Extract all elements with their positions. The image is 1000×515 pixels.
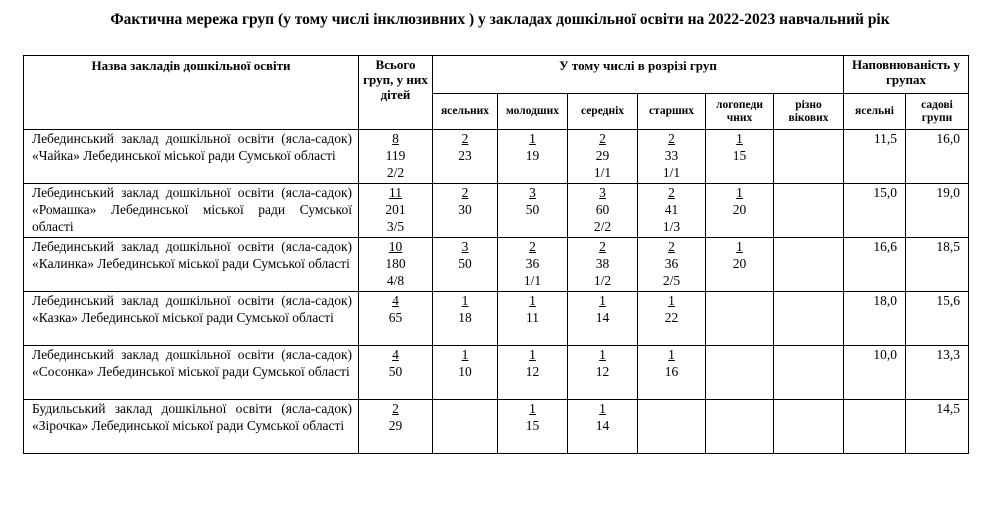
- header-nursery: ясельних: [433, 94, 498, 130]
- group-count: 2: [599, 239, 606, 254]
- cell-nursery: [433, 346, 498, 400]
- table-row: [24, 346, 969, 400]
- group-count: 2: [461, 131, 469, 146]
- cell-total: [359, 292, 433, 346]
- table-row: [24, 400, 969, 454]
- cell-total: [359, 400, 433, 454]
- group-count: 2: [668, 131, 675, 146]
- group-count: 1: [736, 239, 743, 254]
- children-count: 12: [595, 364, 610, 379]
- cell-occ-nursery: 18,0: [844, 292, 906, 346]
- cell-senior: [638, 400, 706, 454]
- header-occ-nursery: ясельні: [844, 94, 906, 130]
- children-count: 29: [388, 418, 403, 433]
- children-count: 33: [664, 148, 679, 163]
- institution-name: Лебединський заклад дошкільної освіти (ясла-садок) «Калинка» Лебединської міської ради Сумської області: [24, 238, 359, 292]
- inclusive-count: 2/2: [386, 165, 405, 180]
- children-count: 20: [732, 202, 747, 217]
- table-row: [24, 238, 969, 292]
- cell-speech: [706, 184, 774, 238]
- institution-name: Лебединський заклад дошкільної освіти (ясла-садок) «Чайка» Лебединської міської ради Сумської області: [24, 130, 359, 184]
- group-count: 1: [461, 293, 469, 308]
- cell-occ-garden: 18,5: [906, 238, 969, 292]
- group-count: 1: [461, 347, 469, 362]
- group-count: 2: [599, 131, 606, 146]
- cell-occ-nursery: 16,6: [844, 238, 906, 292]
- children-count: 29: [595, 148, 610, 163]
- cell-middle: [568, 400, 638, 454]
- children-count: 18: [458, 310, 472, 325]
- header-middle: середніх: [568, 94, 638, 130]
- children-count: 41: [664, 202, 679, 217]
- group-count: 1: [736, 185, 743, 200]
- children-count: 12: [525, 364, 540, 379]
- groups-table: [23, 55, 969, 454]
- children-count: 23: [458, 148, 472, 163]
- inclusive-count: 1/1: [523, 273, 542, 288]
- header-total: Всього груп, у них дітей: [359, 56, 433, 130]
- inclusive-count: 1/1: [662, 165, 681, 180]
- cell-nursery: [433, 292, 498, 346]
- cell-total: [359, 346, 433, 400]
- group-count: 1: [529, 131, 536, 146]
- cell-speech: [706, 346, 774, 400]
- children-count: 38: [595, 256, 610, 271]
- group-count: 1: [736, 131, 743, 146]
- group-count: 3: [599, 185, 606, 200]
- header-occ-garden: садові групи: [906, 94, 969, 130]
- header-occupancy: Наповнюваність у групах: [844, 56, 969, 94]
- cell-middle: [568, 184, 638, 238]
- cell-occ-garden: 13,3: [906, 346, 969, 400]
- group-count: 1: [599, 293, 606, 308]
- children-count: 65: [388, 310, 403, 325]
- group-count: 2: [668, 185, 675, 200]
- cell-junior: [498, 130, 568, 184]
- cell-middle: [568, 346, 638, 400]
- table-row: [24, 130, 969, 184]
- children-count: 10: [458, 364, 472, 379]
- cell-nursery: [433, 184, 498, 238]
- cell-occ-nursery: 11,5: [844, 130, 906, 184]
- header-name: Назва закладів дошкільної освіти: [24, 56, 359, 130]
- cell-junior: [498, 292, 568, 346]
- cell-junior: [498, 184, 568, 238]
- cell-occ-garden: 16,0: [906, 130, 969, 184]
- inclusive-count: 1/2: [593, 273, 612, 288]
- cell-nursery: [433, 130, 498, 184]
- header-senior: старших: [638, 94, 706, 130]
- group-count: 3: [529, 185, 536, 200]
- cell-junior: [498, 346, 568, 400]
- group-count: 4: [392, 347, 399, 362]
- children-count: 11: [526, 310, 539, 325]
- cell-occ-garden: 19,0: [906, 184, 969, 238]
- institution-name: Лебединський заклад дошкільної освіти (ясла-садок) «Казка» Лебединської міської ради Сумської області: [24, 292, 359, 346]
- cell-junior: [498, 400, 568, 454]
- children-count: 50: [388, 364, 403, 379]
- group-count: 1: [529, 401, 536, 416]
- children-count: 30: [458, 202, 472, 217]
- children-count: 36: [525, 256, 540, 271]
- cell-middle: [568, 238, 638, 292]
- group-count: 1: [668, 293, 675, 308]
- group-count: 1: [529, 347, 536, 362]
- cell-mixed: [774, 184, 844, 238]
- institution-name: Лебединський заклад дошкільної освіти (ясла-садок) «Ромашка» Лебединської міської ради Сумської області: [24, 184, 359, 238]
- group-count: 2: [461, 185, 469, 200]
- cell-middle: [568, 130, 638, 184]
- group-count: 10: [388, 239, 403, 254]
- cell-total: [359, 238, 433, 292]
- cell-occ-garden: 14,5: [906, 400, 969, 454]
- children-count: 60: [595, 202, 610, 217]
- header-junior: молодших: [498, 94, 568, 130]
- institution-name: Будильський заклад дошкільної освіти (ясла-садок) «Зірочка» Лебединської міської ради Сумської області: [24, 400, 359, 454]
- children-count: 180: [385, 256, 406, 271]
- group-count: 1: [668, 347, 675, 362]
- children-count: 22: [664, 310, 679, 325]
- page-title: Фактична мережа груп (у тому числі інклюзивних ) у закладах дошкільної освіти на 2022-2023 навчальний рік: [110, 11, 890, 28]
- inclusive-count: 3/5: [386, 219, 405, 234]
- inclusive-count: 2/5: [662, 273, 681, 288]
- group-count: 4: [392, 293, 399, 308]
- cell-speech: [706, 400, 774, 454]
- cell-occ-nursery: 15,0: [844, 184, 906, 238]
- group-count: 1: [599, 401, 606, 416]
- children-count: 15: [732, 148, 747, 163]
- children-count: 201: [385, 202, 406, 217]
- institution-name: Лебединський заклад дошкільної освіти (ясла-садок) «Сосонка» Лебединської міської ради Сумської області: [24, 346, 359, 400]
- cell-occ-nursery: 10,0: [844, 346, 906, 400]
- group-count: 1: [599, 347, 606, 362]
- cell-nursery: [433, 238, 498, 292]
- children-count: 50: [458, 256, 472, 271]
- cell-junior: [498, 238, 568, 292]
- group-count: 8: [392, 131, 399, 146]
- group-count: 2: [529, 239, 536, 254]
- table-row: [24, 292, 969, 346]
- cell-mixed: [774, 130, 844, 184]
- header-speech: логопеди чних: [706, 94, 774, 130]
- cell-senior: [638, 346, 706, 400]
- inclusive-count: 1/1: [593, 165, 612, 180]
- children-count: 15: [525, 418, 540, 433]
- cell-mixed: [774, 346, 844, 400]
- cell-senior: [638, 238, 706, 292]
- cell-speech: [706, 238, 774, 292]
- table-row: [24, 184, 969, 238]
- cell-mixed: [774, 292, 844, 346]
- cell-speech: [706, 130, 774, 184]
- inclusive-count: 2/2: [593, 219, 612, 234]
- group-count: 2: [668, 239, 675, 254]
- header-breakdown: У тому числі в розрізі груп: [433, 56, 844, 94]
- children-count: 36: [664, 256, 679, 271]
- children-count: 19: [525, 148, 540, 163]
- cell-senior: [638, 292, 706, 346]
- children-count: 119: [385, 148, 406, 163]
- children-count: 14: [595, 418, 610, 433]
- children-count: 16: [664, 364, 679, 379]
- inclusive-count: 1/3: [662, 219, 681, 234]
- children-count: 20: [732, 256, 747, 271]
- cell-senior: [638, 130, 706, 184]
- inclusive-count: 4/8: [386, 273, 405, 288]
- cell-total: [359, 130, 433, 184]
- cell-mixed: [774, 400, 844, 454]
- cell-middle: [568, 292, 638, 346]
- children-count: 50: [525, 202, 540, 217]
- group-count: 3: [461, 239, 469, 254]
- group-count: 11: [389, 185, 402, 200]
- cell-senior: [638, 184, 706, 238]
- cell-mixed: [774, 238, 844, 292]
- cell-occ-garden: 15,6: [906, 292, 969, 346]
- group-count: 2: [392, 401, 399, 416]
- cell-nursery: [433, 400, 498, 454]
- cell-speech: [706, 292, 774, 346]
- header-mixed: різно вікових: [774, 94, 844, 130]
- children-count: 14: [595, 310, 610, 325]
- cell-occ-nursery: [844, 400, 906, 454]
- cell-total: [359, 184, 433, 238]
- group-count: 1: [529, 293, 536, 308]
